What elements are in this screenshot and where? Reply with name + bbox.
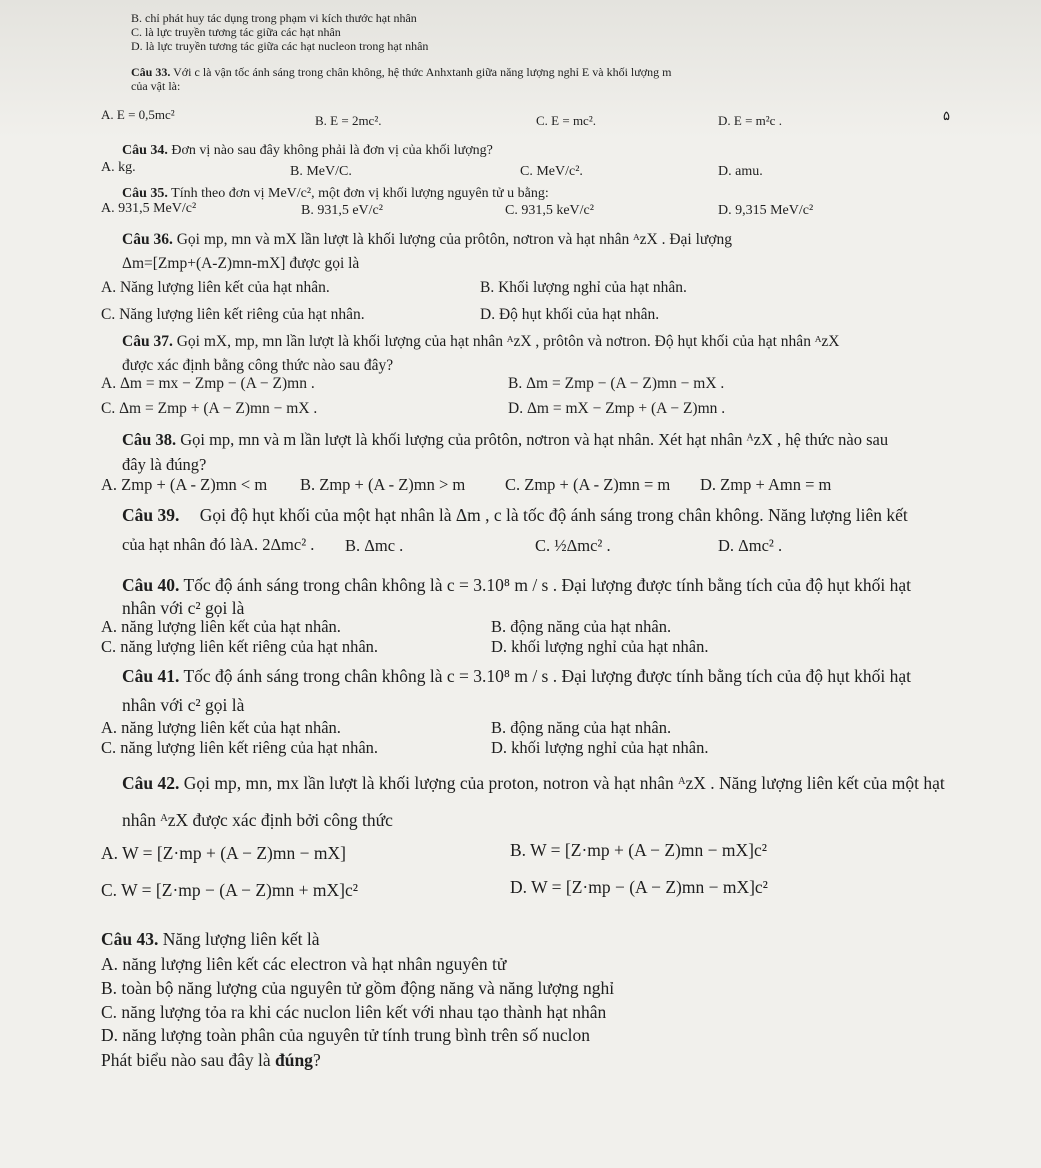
question-43-option-c: C. năng lượng tỏa ra khi các nuclon liên kết với nhau tạo thành hạt nhân	[101, 1002, 607, 1022]
question-37-stem-2: được xác định bằng công thức nào sau đây?	[122, 357, 394, 374]
question-42-stem-2: nhân ᴬzX được xác định bởi công thức	[122, 810, 393, 830]
question-42-option-b: B. W = [Z·mp + (A − Z)mn − mX]c²	[510, 840, 767, 860]
mark-glyph: ۵	[943, 108, 950, 123]
question-40-option-a: A. năng lượng liên kết của hạt nhân.	[101, 617, 341, 636]
intro-option-c: C. là lực truyền tương tác giữa các hạt nhân	[131, 25, 341, 39]
question-41-label: Câu 41.	[122, 666, 180, 686]
question-34-text: Đơn vị nào sau đây không phải là đơn vị của khối lượng?	[171, 143, 493, 158]
question-38-label: Câu 38.	[122, 430, 177, 449]
question-33-option-c: C. E = mc².	[536, 113, 596, 128]
question-38-stem	[122, 431, 888, 450]
question-39-option-c: C. ½Δmc² .	[535, 536, 611, 555]
question-34-option-a: A. kg.	[101, 160, 136, 175]
question-40-stem	[122, 575, 911, 595]
question-43-option-a: A. năng lượng liên kết các electron và hạt nhân nguyên tử	[101, 954, 507, 974]
question-36-formula: Δm=[Zmp+(A-Z)mn-mX] được gọi là	[122, 255, 360, 272]
question-36-option-d: D. Độ hụt khối của hạt nhân.	[480, 306, 660, 323]
question-38-stem-2: đây là đúng?	[122, 455, 207, 474]
question-43-footer-bold: đúng	[274, 1050, 313, 1070]
question-37-text: Gọi mX, mp, mn lần lượt là khối lượng của hạt nhân ᴬzX , prôtôn và nơtron. Độ hụt khối của hạt nhân ᴬzX	[176, 333, 840, 350]
question-43-stem	[101, 929, 320, 949]
question-33-text: Với c là vận tốc ánh sáng trong chân không, hệ thức Anhxtanh giữa năng lượng nghỉ E và khối lượng m	[173, 65, 672, 79]
question-36-stem	[122, 231, 732, 249]
question-41-option-b: B. động năng của hạt nhân.	[491, 718, 672, 737]
question-39-option-d: D. Δmc² .	[718, 536, 783, 555]
question-43-footer-text: Phát biểu nào sau đây là	[101, 1050, 271, 1070]
question-34-label: Câu 34.	[122, 143, 168, 158]
question-37-option-a: A. Δm = mx − Zmp − (A − Z)mn .	[101, 375, 315, 392]
question-41-option-c: C. năng lượng liên kết riêng của hạt nhân.	[101, 738, 379, 757]
question-36-text: Gọi mp, mn và mX lần lượt là khối lượng của prôtôn, nơtron và hạt nhân ᴬzX . Đại lượng	[176, 231, 732, 248]
question-35-label: Câu 35.	[122, 186, 168, 201]
question-42-option-c: C. W = [Z·mp − (A − Z)mn + mX]c²	[101, 880, 358, 900]
question-34-stem	[122, 143, 493, 159]
question-42-text: Gọi mp, mn, mx lần lượt là khối lượng của proton, notron và hạt nhân ᴬzX . Năng lượng liên kết của một hạt	[183, 773, 945, 793]
question-38-option-a: A. Zmp + (A - Z)mn < m	[101, 475, 268, 494]
question-43-footer	[101, 1050, 321, 1071]
question-39-text: Gọi độ hụt khối của một hạt nhân là Δm , c là tốc độ ánh sáng trong chân không. Năng lượng liên kết	[199, 505, 908, 525]
question-37-stem	[122, 333, 839, 351]
question-33-stem	[131, 66, 671, 80]
question-37-option-d: D. Δm = mX − Zmp + (A − Z)mn .	[508, 400, 726, 417]
question-41-option-a: A. năng lượng liên kết của hạt nhân.	[101, 718, 341, 737]
question-35-option-a: A. 931,5 MeV/c²	[101, 201, 197, 216]
question-35-text: Tính theo đơn vị MeV/c², một đơn vị khối lượng nguyên tử u bằng:	[171, 186, 549, 201]
question-42-option-a: A. W = [Z·mp + (A − Z)mn − mX]	[101, 843, 346, 863]
question-40-option-d: D. khối lượng nghỉ của hạt nhân.	[491, 637, 709, 656]
question-37-option-c: C. Δm = Zmp + (A − Z)mn − mX .	[101, 400, 318, 417]
question-43-option-d: D. năng lượng toàn phân của nguyên tử tính trung bình trên số nuclon	[101, 1025, 590, 1045]
question-33-option-a: A. E = 0,5mc²	[101, 107, 175, 122]
question-40-option-b: B. động năng của hạt nhân.	[491, 617, 672, 636]
question-40-stem-2: nhân với c² gọi là	[122, 598, 245, 618]
question-35-stem	[122, 186, 549, 202]
question-38-text: Gọi mp, mn và m lần lượt là khối lượng của prôtôn, nơtron và hạt nhân. Xét hạt nhân ᴬzX , hệ thức nào sau	[180, 430, 889, 449]
question-37-option-b: B. Δm = Zmp − (A − Z)mn − mX .	[508, 375, 725, 392]
question-33-stem-2: của vật là:	[131, 79, 181, 93]
question-35-option-c: C. 931,5 keV/c²	[505, 203, 594, 218]
question-34-option-d: D. amu.	[718, 164, 763, 179]
intro-option-d: D. là lực truyền tương tác giữa các hạt nucleon trong hạt nhân	[131, 39, 429, 53]
question-36-option-c: C. Năng lượng liên kết riêng của hạt nhân.	[101, 306, 365, 323]
question-41-option-d: D. khối lượng nghỉ của hạt nhân.	[491, 738, 709, 757]
question-36-label: Câu 36.	[122, 231, 173, 248]
question-42-label: Câu 42.	[122, 773, 180, 793]
question-35-option-b: B. 931,5 eV/c²	[301, 203, 383, 218]
question-39-option-b: B. Δmc .	[345, 536, 404, 555]
question-33-option-b: B. E = 2mc².	[315, 113, 382, 128]
question-40-label: Câu 40.	[122, 575, 180, 595]
question-33-label: Câu 33.	[131, 65, 171, 79]
question-34-option-b: B. MeV/C.	[290, 164, 352, 179]
question-41-stem-2: nhân với c² gọi là	[122, 695, 245, 715]
question-40-text: Tốc độ ánh sáng trong chân không là c = 3.10⁸ m / s . Đại lượng được tính bằng tích của độ hụt khối hạt	[183, 575, 911, 595]
question-35-option-d: D. 9,315 MeV/c²	[718, 203, 814, 218]
question-39-stem	[122, 505, 908, 525]
question-43-option-b: B. toàn bộ năng lượng của nguyên tử gồm động năng và năng lượng nghỉ	[101, 978, 615, 998]
question-38-option-c: C. Zmp + (A - Z)mn = m	[505, 475, 671, 494]
question-43-footer-mark: ?	[312, 1050, 321, 1070]
question-33-option-d: D. E = m²c .	[718, 113, 782, 128]
question-40-option-c: C. năng lượng liên kết riêng của hạt nhân.	[101, 637, 379, 656]
question-43-label: Câu 43.	[101, 929, 159, 949]
question-37-label: Câu 37.	[122, 333, 173, 350]
question-42-option-d: D. W = [Z·mp − (A − Z)mn − mX]c²	[510, 877, 768, 897]
question-38-option-d: D. Zmp + Amn = m	[700, 475, 832, 494]
question-41-text: Tốc độ ánh sáng trong chân không là c = 3.10⁸ m / s . Đại lượng được tính bằng tích của độ hụt khối hạt	[183, 666, 911, 686]
question-38-option-b: B. Zmp + (A - Z)mn > m	[300, 475, 466, 494]
question-36-option-b: B. Khối lượng nghỉ của hạt nhân.	[480, 279, 687, 296]
question-39-stem-2-option-a: của hạt nhân đó làA. 2Δmc² .	[122, 535, 315, 554]
question-39-label: Câu 39.	[122, 505, 180, 525]
question-41-stem	[122, 666, 911, 686]
intro-option-b: B. chỉ phát huy tác dụng trong phạm vi kích thước hạt nhân	[131, 11, 417, 25]
question-34-option-c: C. MeV/c².	[520, 164, 583, 179]
question-42-stem	[122, 773, 945, 793]
question-43-text: Năng lượng liên kết là	[162, 929, 320, 949]
question-36-option-a: A. Năng lượng liên kết của hạt nhân.	[101, 279, 330, 296]
